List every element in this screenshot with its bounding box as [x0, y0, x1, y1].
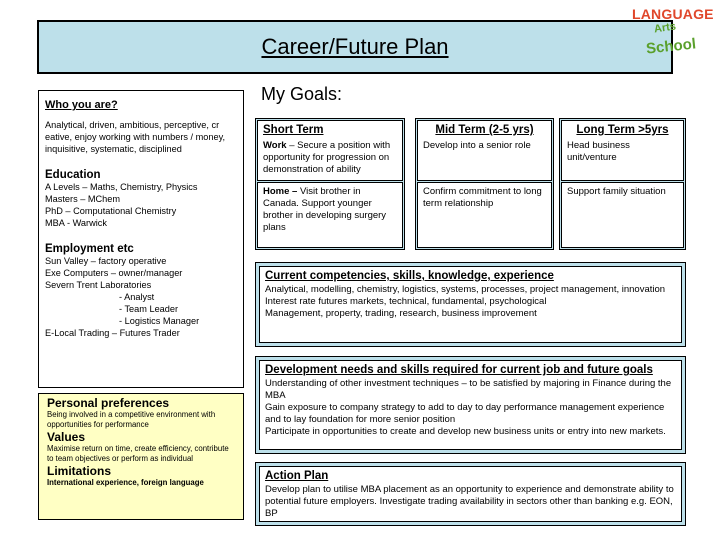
employment-sub-item: - Team Leader: [119, 304, 179, 314]
mid-term-heading: Mid Term (2-5 yrs): [435, 124, 534, 136]
long-term-work: [561, 120, 684, 181]
values-heading: Values: [47, 430, 86, 444]
long-term-home-text: Support family situation: [567, 186, 666, 197]
personal-panel: [38, 393, 244, 520]
work-label: Work: [263, 140, 287, 151]
employment-item: Severn Trent Laboratories: [45, 280, 152, 290]
development-content: [259, 360, 682, 450]
page-title: Career/Future Plan: [261, 34, 449, 59]
education-item: A Levels – Maths, Chemistry, Physics: [45, 182, 198, 192]
mid-term-panel: [415, 118, 554, 250]
competencies-line: Management, property, trading, research, business improvement: [265, 308, 537, 319]
development-panel: [255, 356, 686, 454]
title-banner: [37, 20, 673, 74]
development-heading: Development needs and skills required for current job and future goals: [265, 364, 653, 376]
preferences-text: Being involved in a competitive environment with opportunities for performance: [47, 410, 216, 429]
language-arts-school-logo: [632, 4, 726, 64]
goals-heading: My Goals:: [261, 84, 343, 104]
competencies-line: Interest rate futures markets, technical, fundamental, psychological: [265, 296, 547, 307]
mid-term-work-text: Develop into a senior role: [423, 140, 531, 151]
short-term-work-text: – Secure a position with opportunity for progression on demonstration of ability: [263, 140, 391, 175]
employment-sub-item: - Analyst: [119, 292, 155, 302]
action-plan-content: [259, 466, 682, 522]
education-item: Masters – MChem: [45, 194, 121, 204]
action-plan-text: Develop plan to utilise MBA placement as an opportunity to experience and demonstrate ability to potential future employers. Investigate trading availability in sectors other than banking e.g. EON, BP: [265, 484, 674, 519]
short-term-heading: Short Term: [263, 124, 324, 136]
short-term-home-text: Visit brother in Canada. Support younger brother in developing surgery plans: [263, 186, 387, 233]
employment-item: Sun Valley – factory operative: [45, 256, 167, 266]
profile-panel: [38, 90, 244, 388]
development-line: Participate in opportunities to create and develop new business units or entry into new markets.: [265, 426, 666, 437]
action-plan-heading: Action Plan: [265, 470, 329, 482]
competencies-content: [259, 266, 682, 343]
logo-line-3: School: [645, 35, 697, 58]
employment-sub-item: - Logistics Manager: [119, 316, 200, 326]
short-term-panel: [255, 118, 405, 250]
mid-term-work: [417, 120, 552, 181]
education-item: MBA - Warwick: [45, 218, 107, 228]
development-line: Gain exposure to company strategy to add to day to day performance management experience and to lay foundation for more senior position: [265, 402, 665, 425]
short-term-work: [257, 120, 403, 181]
competencies-panel: [255, 262, 686, 347]
employment-heading: Employment etc: [45, 243, 134, 255]
limitations-text: International experience, foreign language: [47, 478, 204, 487]
limitations-heading: Limitations: [47, 464, 112, 478]
logo-line-1: LANGUAGE: [632, 6, 714, 22]
preferences-heading: Personal preferences: [47, 396, 170, 410]
home-label: Home –: [263, 186, 298, 197]
employment-item: E-Local Trading – Futures Trader: [45, 328, 180, 338]
values-text: Maximise return on time, create efficiency, contribute to team objectives or perform as individual: [47, 444, 229, 463]
development-line: Understanding of other investment techniques – to be satisfied by majoring in Finance during the MBA: [265, 378, 672, 401]
education-heading: Education: [45, 169, 101, 181]
short-term-home: [257, 182, 403, 248]
long-term-panel: [559, 118, 686, 250]
logo-line-2: Arts: [653, 20, 677, 36]
competencies-line: Analytical, modelling, chemistry, logistics, systems, processes, project management, innovation: [265, 284, 666, 295]
long-term-heading: Long Term >5yrs: [576, 124, 669, 136]
long-term-home: [561, 182, 684, 248]
competencies-heading: Current competencies, skills, knowledge, experience: [265, 270, 554, 282]
who-heading: Who you are?: [45, 99, 118, 111]
mid-term-home: [417, 182, 552, 248]
employment-item: Exe Computers – owner/manager: [45, 268, 183, 278]
education-item: PhD – Computational Chemistry: [45, 206, 177, 216]
action-plan-panel: [255, 462, 686, 526]
long-term-work-text: Head business unit/venture: [567, 140, 630, 163]
mid-term-home-text: Confirm commitment to long term relationship: [423, 186, 542, 209]
who-text: Analytical, driven, ambitious, perceptive, cr eative, enjoy working with numbers / money, inquisitive, systematic, disciplined: [45, 120, 226, 154]
